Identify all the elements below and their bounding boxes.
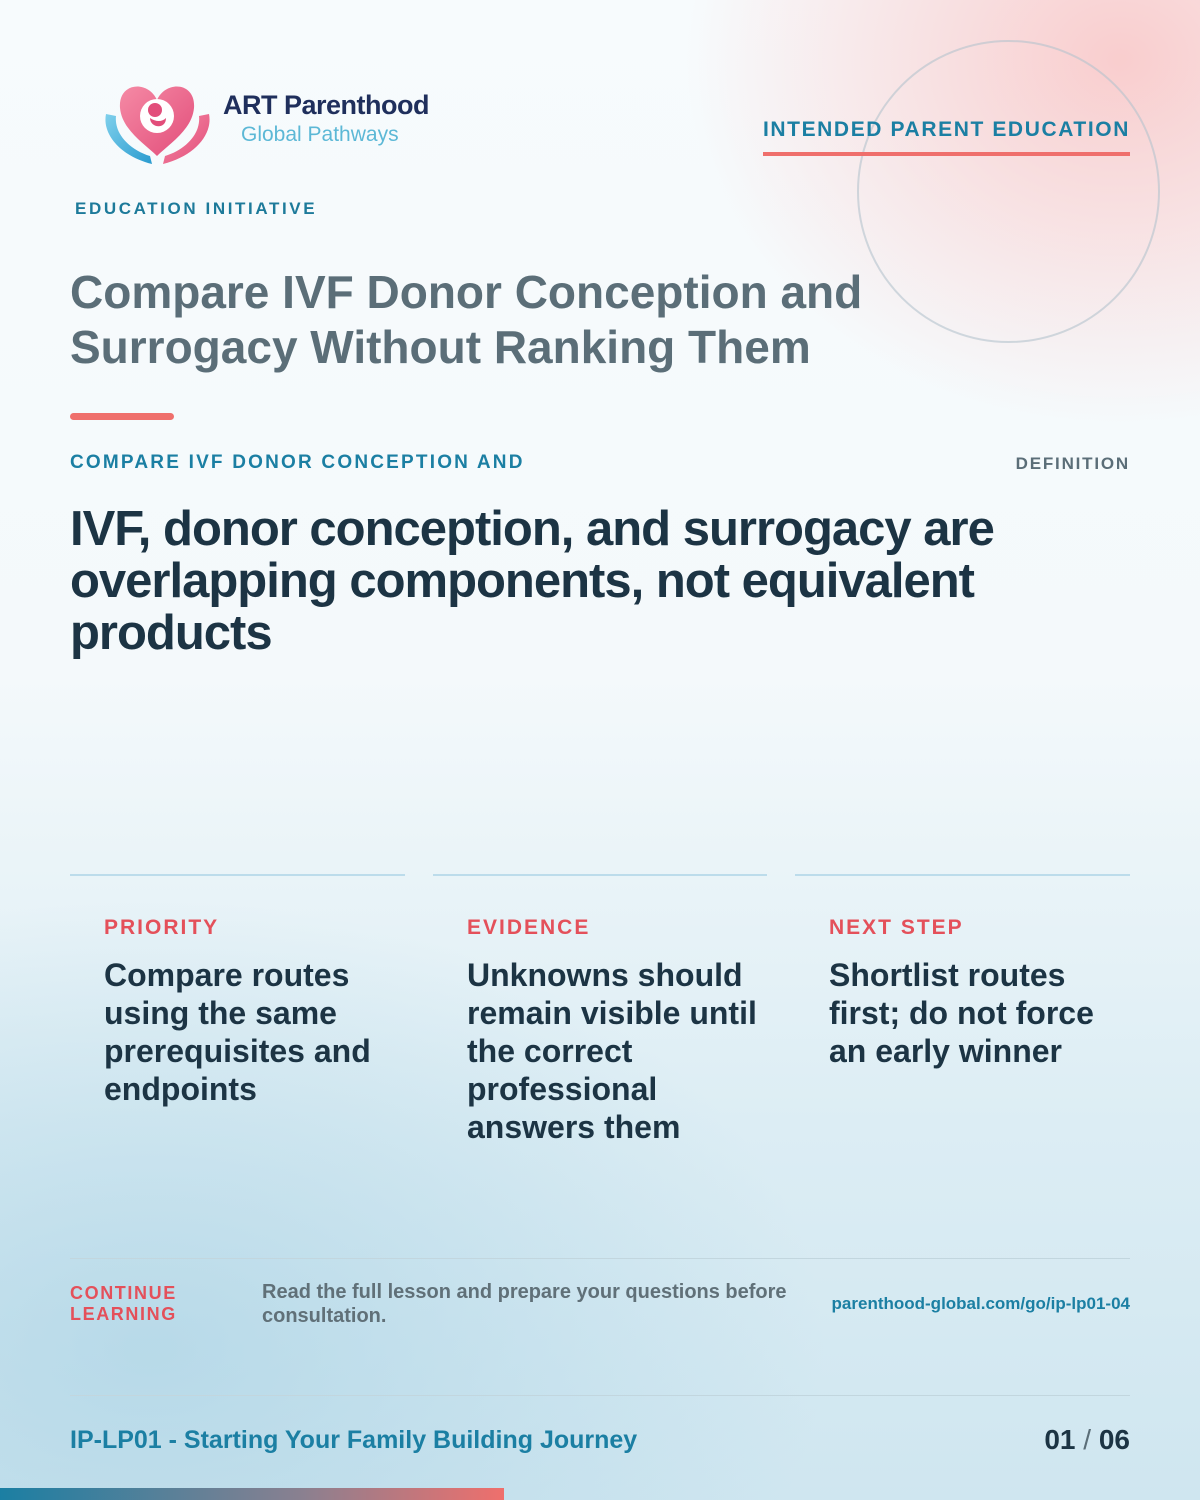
initiative-label: EDUCATION INITIATIVE (75, 199, 318, 218)
continue-learning-section (70, 1258, 1130, 1396)
page-separator: / (1083, 1424, 1092, 1455)
heart-hands-icon (100, 72, 215, 172)
key-point-next-step (795, 874, 1130, 1194)
key-point-text: Unknowns should remain visible until the correct professional answers them (467, 957, 757, 1145)
key-point-label: EVIDENCE (467, 916, 591, 939)
page-total: 06 (1098, 1424, 1130, 1455)
course-title: IP-LP01 - Starting Your Family Building Journey (70, 1426, 638, 1454)
lesson-link[interactable]: parenthood-global.com/go/ip-lp01-04 (831, 1294, 1130, 1313)
key-point-label: NEXT STEP (829, 916, 964, 939)
section-type-label: DEFINITION (1015, 454, 1130, 473)
key-point-text: Shortlist routes first; do not force an early winner (829, 957, 1094, 1069)
section-label: COMPARE IVF DONOR CONCEPTION AND (70, 452, 525, 473)
brand-name: ART Parenthood (223, 89, 429, 120)
continue-learning-text: Read the full lesson and prepare your questions before consultation. (262, 1281, 787, 1327)
brand-logo[interactable] (100, 72, 429, 172)
page-title: Compare IVF Donor Conception and Surrogacy Without Ranking Them (70, 266, 863, 373)
key-point-evidence (433, 874, 767, 1194)
page-indicator (1044, 1424, 1130, 1456)
progress-bar (0, 1488, 504, 1500)
brand-tagline: Global Pathways (241, 122, 399, 146)
continue-learning-label: CONTINUE LEARNING (70, 1283, 177, 1324)
category-label: INTENDED PARENT EDUCATION (763, 118, 1130, 156)
key-point-label: PRIORITY (104, 916, 220, 939)
key-point-priority (70, 874, 405, 1194)
page-current: 01 (1044, 1424, 1076, 1455)
definition-headline: IVF, donor conception, and surrogacy are overlapping components, not equivalent products (70, 502, 994, 660)
accent-divider (70, 413, 174, 420)
key-points (70, 874, 1130, 1194)
key-point-text: Compare routes using the same prerequisites and endpoints (104, 957, 371, 1107)
